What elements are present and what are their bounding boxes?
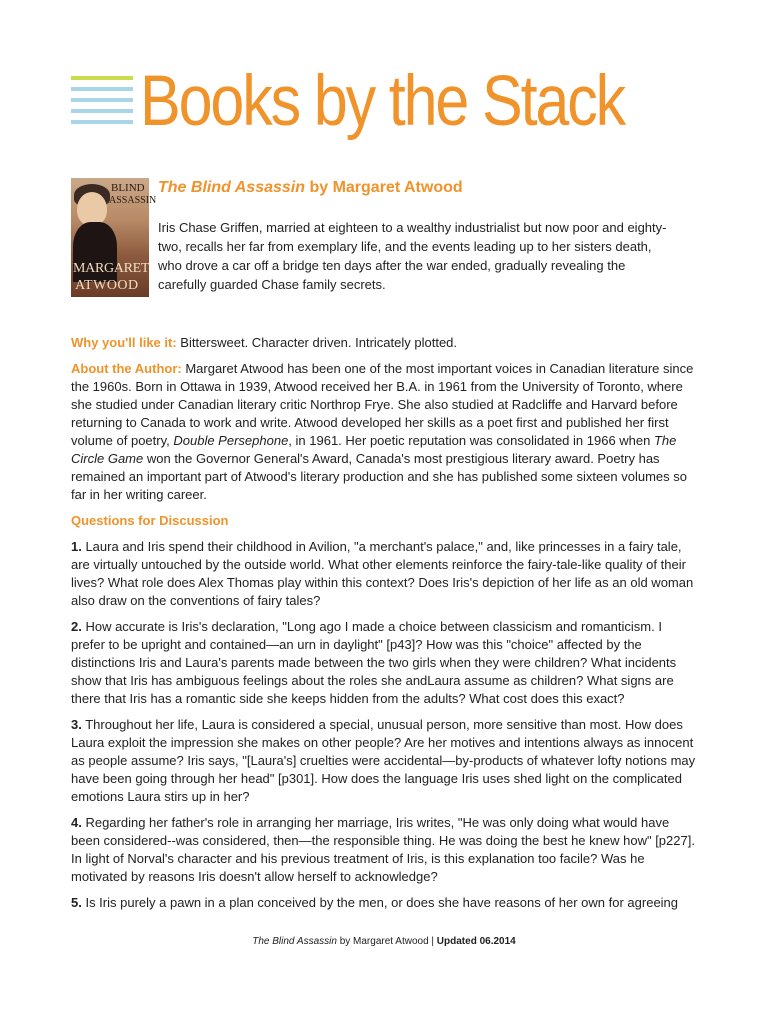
cover-title-line2: ASSASSIN [109, 195, 157, 206]
question-text: Regarding her father's role in arranging her marriage, Iris writes, "He was only doing what would have been considered--was considered, then—the responsible thing. He was doing the best he knew how" [p227]. In light of Norval's character and his previous treatment of Iris, is this explanation too facile? Was he motivated by reasons Iris doesn't allow herself to acknowledge? [71, 815, 695, 884]
logo-bar [71, 76, 133, 80]
question-text: Laura and Iris spend their childhood in Avilion, "a merchant's palace," and, like princesses in a fairy tale, are virtually untouched by the outside world. What other elements reinforce the fairy-tale-like quality of their lives? What role does Alex Thomas play within this context? Does Iris's depiction of her life as an old woman also draw on the conventions of fairy tales? [71, 539, 694, 608]
question-text: How accurate is Iris's declaration, "Long ago I made a choice between classicism and romanticism. I prefer to be upright and contained—an urn in daylight" [p43]? How was this "choice" affected by the distinctions Iris and Laura's parents made between the two girls when they were children? What incidents show that Iris has ambiguous feelings about the roles she andLaura assume as children? What signs are there that Iris has a romantic side she keeps hidden from the adults? What cost does this exact? [71, 619, 677, 706]
logo-bar [71, 98, 133, 102]
author-text-3: won the Governor General's Award, Canada's most prestigious literary award. Poetry has remained an important part of Atwood's literary production and she has published some sixteen volumes so far in her writing career. [71, 451, 687, 502]
question-number: 1. [71, 539, 82, 554]
logo-stack-icon [71, 76, 133, 131]
question-number: 4. [71, 815, 82, 830]
question-item [71, 814, 697, 886]
logo-bar [71, 87, 133, 91]
book-cover-image [71, 178, 157, 297]
question-item [71, 716, 697, 806]
page-footer [0, 936, 768, 947]
cover-title-line1: BLIND [111, 182, 145, 194]
logo-bar [71, 109, 133, 113]
author-text-2: , in 1961. Her poetic reputation was consolidated in 1966 when [288, 433, 654, 448]
question-number: 5. [71, 895, 82, 910]
about-the-author [71, 360, 697, 504]
author-work-2: The Circle Game [71, 433, 677, 466]
cover-author-line2: ATWOOD [75, 278, 139, 293]
why-text: Bittersweet. Character driven. Intricately plotted. [176, 335, 458, 350]
why-label: Why you'll like it: [71, 335, 177, 350]
masthead-title: Books by the Stack [140, 62, 624, 141]
questions-heading: Questions for Discussion [71, 513, 229, 528]
why-youll-like-it [71, 334, 697, 352]
author-label: About the Author: [71, 361, 182, 376]
footer-author: by Margaret Atwood | [336, 936, 437, 947]
question-item [71, 894, 697, 912]
footer-book-title: The Blind Assassin [252, 936, 337, 947]
author-text-1: Margaret Atwood has been one of the most important voices in Canadian literature since the 1960s. Born in Ottawa in 1939, Atwood received her B.A. in 1961 from the University of Toronto, where she studied under Canadian literary critic Northrop Frye. She also studied at Radcliffe and Harvard before returning to Canada to work and write. Atwood developed her skills as a poet first and published her first volume of poetry, [71, 361, 694, 448]
question-number: 2. [71, 619, 82, 634]
main-content [71, 334, 697, 920]
footer-updated: Updated 06.2014 [436, 936, 516, 947]
question-item [71, 618, 697, 708]
question-number: 3. [71, 717, 82, 732]
question-text: Is Iris purely a pawn in a plan conceived by the men, or does she have reasons of her own for agreeing [81, 895, 679, 910]
book-title: The Blind Assassin [158, 179, 305, 196]
author-work-1: Double Persephone [173, 433, 289, 448]
book-title-heading [158, 179, 463, 197]
question-item [71, 538, 697, 610]
cover-author-line1: MARGARET [73, 261, 150, 276]
book-summary: Iris Chase Griffen, married at eighteen to a wealthy industrialist but now poor and eighty-two, recalls her far from exemplary life, and the events leading up to her sisters death, who drove a car off a bridge ten days after the war ended, gradually revealing the carefully guarded Chase family secrets. [158, 220, 667, 292]
logo-bar [71, 120, 133, 124]
cover-figure-face [77, 192, 107, 226]
question-text: Throughout her life, Laura is considered a special, unusual person, more sensitive than most. How does Laura exploit the impression she makes on other people? Are her motives and intentions always as innocent as people assume? Iris says, "[Laura's] cruelties were accidental—by-products of whatever lofty notions may have been going through her head" [p301]. How does the language Iris uses shed light on the complicated emotions Laura stirs up in her? [71, 717, 696, 804]
book-author: by Margaret Atwood [305, 179, 463, 196]
